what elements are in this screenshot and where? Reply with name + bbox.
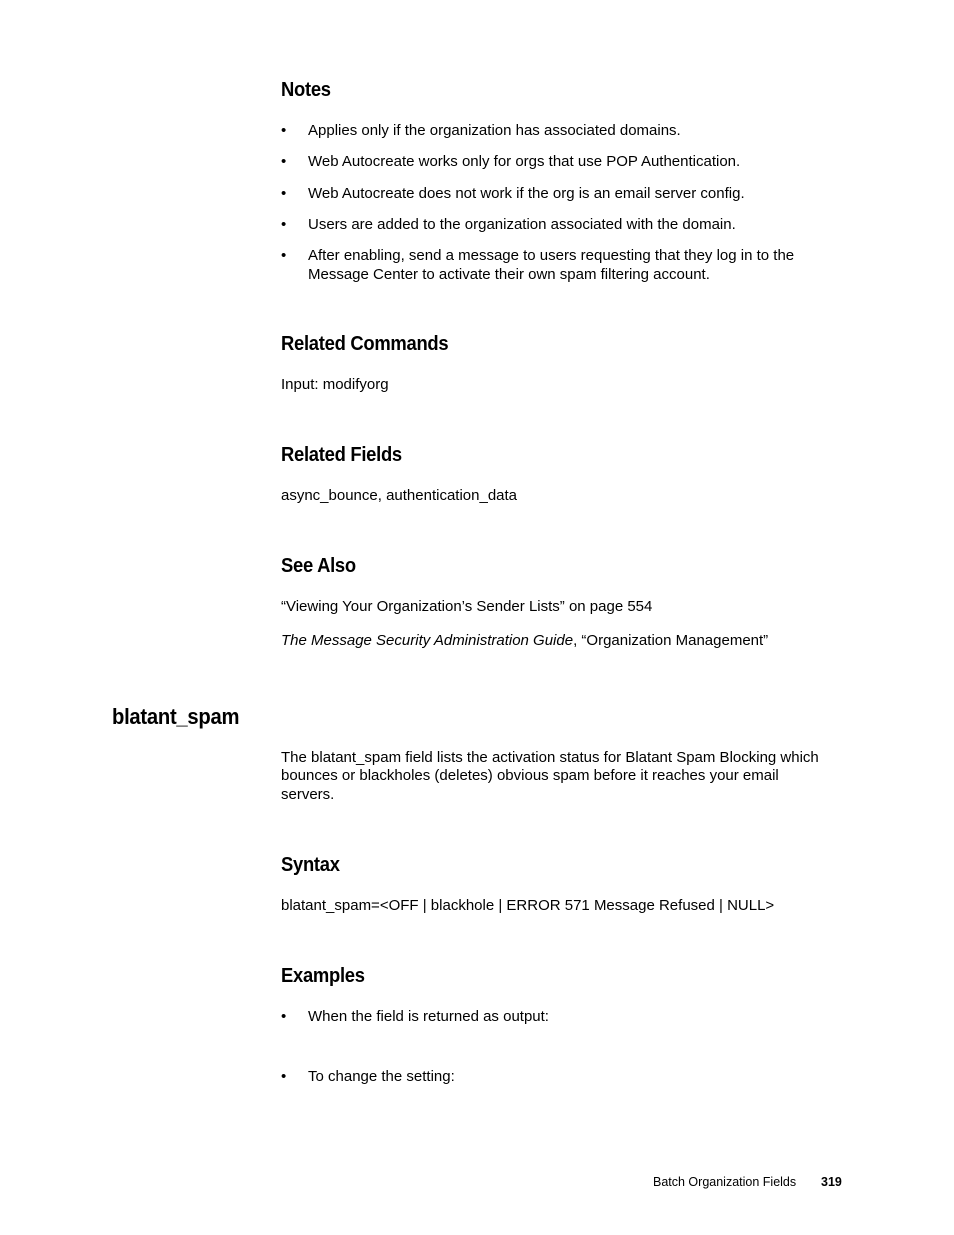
see-also-link[interactable]: “Viewing Your Organization’s Sender Lists” on page 554 — [281, 598, 653, 615]
examples-item-1: When the field is returned as output: — [308, 1008, 549, 1025]
bullet-marker: • — [281, 122, 287, 139]
see-also-guide-reference — [281, 631, 768, 650]
syntax-heading: Syntax — [281, 854, 340, 876]
related-commands-text: Input: modifyorg — [281, 376, 389, 393]
examples-heading: Examples — [281, 965, 365, 987]
bullet-marker: • — [281, 247, 287, 264]
notes-item-2: Web Autocreate works only for orgs that use POP Authentication. — [308, 153, 741, 170]
syntax-text: blatant_spam=<OFF | blackhole | ERROR 571 Message Refused | NULL> — [281, 897, 775, 914]
examples-item-2: To change the setting: — [308, 1068, 455, 1085]
description-line-1: The blatant_spam field lists the activation status for Blatant Spam Blocking which — [281, 749, 819, 766]
related-fields-heading: Related Fields — [281, 444, 402, 466]
bullet-marker: • — [281, 153, 287, 170]
guide-chapter: , “Organization Management” — [573, 632, 769, 649]
description-line-2: bounces or blackholes (deletes) obvious spam before it reaches your email — [281, 767, 779, 784]
blatant-spam-title: blatant_spam — [112, 704, 240, 729]
related-commands-heading: Related Commands — [281, 333, 449, 355]
notes-item-4: Users are added to the organization associated with the domain. — [308, 216, 736, 233]
notes-item-1: Applies only if the organization has associated domains. — [308, 122, 681, 139]
related-fields-text: async_bounce, authentication_data — [281, 487, 518, 504]
bullet-marker: • — [281, 185, 287, 202]
notes-item-5-line-1: After enabling, send a message to users requesting that they log in to the — [308, 247, 795, 264]
bullet-marker: • — [281, 216, 287, 233]
bullet-marker: • — [281, 1068, 287, 1085]
notes-item-5-line-2: Message Center to activate their own spam filtering account. — [308, 266, 710, 283]
footer-section-title: Batch Organization Fields — [653, 1175, 797, 1189]
page-number: 319 — [821, 1175, 842, 1189]
description-line-3: servers. — [281, 786, 335, 803]
notes-item-3: Web Autocreate does not work if the org is an email server config. — [308, 185, 745, 202]
guide-title: The Message Security Administration Guide — [281, 632, 574, 649]
see-also-heading: See Also — [281, 555, 356, 577]
bullet-marker: • — [281, 1008, 287, 1025]
notes-heading: Notes — [281, 79, 331, 101]
